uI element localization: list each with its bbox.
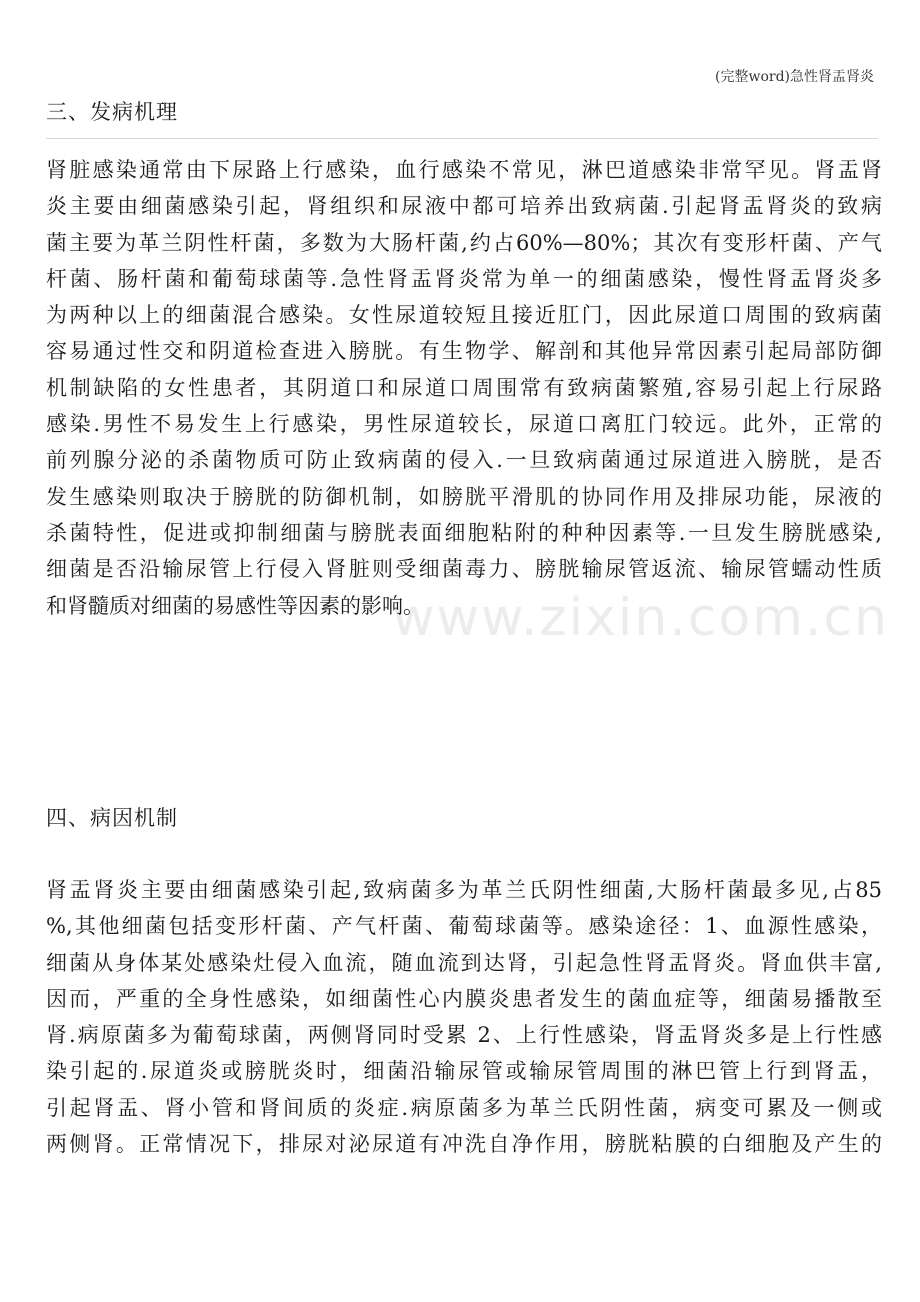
paragraph-line: 细菌从身体某处感染灶侵入血流，随血流到达肾，引起急性肾盂肾炎。肾血供丰富, <box>46 950 882 975</box>
section-3-paragraph <box>46 152 882 624</box>
header-divider <box>46 138 878 139</box>
paragraph-line: 前列腺分泌的杀菌物质可防止致病菌的侵入.一旦致病菌通过尿道进入膀胱，是否 <box>46 448 882 473</box>
paragraph-line: 炎主要由细菌感染引起，肾组织和尿液中都可培养出致病菌.引起肾盂肾炎的致病 <box>46 194 882 219</box>
paragraph-line: 为两种以上的细菌混合感染。女性尿道较短且接近肛门，因此尿道口周围的致病菌 <box>46 303 882 328</box>
document-header-note: (完整word)急性肾盂肾炎 <box>715 69 874 85</box>
paragraph-line: 肾.病原菌多为葡萄球菌，两侧肾同时受累 2、上行性感染，肾盂肾炎多是上行性感 <box>46 1023 882 1048</box>
paragraph-line: 杀菌特性，促进或抑制细菌与膀胱表面细胞粘附的种种因素等.一旦发生膀胱感染, <box>46 520 882 545</box>
paragraph-line: 细菌是否沿输尿管上行侵入肾脏则受细菌毒力、膀胱输尿管返流、输尿管蠕动性质 <box>46 557 882 582</box>
section-heading-4: 四、病因机制 <box>46 806 178 830</box>
paragraph-line: 感染.男性不易发生上行感染，男性尿道较长，尿道口离肛门较远。此外，正常的 <box>46 412 882 437</box>
paragraph-line: 引起肾盂、肾小管和肾间质的炎症.病原菌多为革兰氏阴性菌，病变可累及一侧或 <box>46 1095 882 1120</box>
paragraph-line: 杆菌、肠杆菌和葡萄球菌等.急性肾盂肾炎常为单一的细菌感染，慢性肾盂肾炎多 <box>46 266 882 291</box>
paragraph-line: 和肾髓质对细菌的易感性等因素的影响。 <box>46 593 424 618</box>
paragraph-line: 肾脏感染通常由下尿路上行感染，血行感染不常见，淋巴道感染非常罕见。肾盂肾 <box>46 158 882 182</box>
section-heading-3: 三、发病机理 <box>46 100 178 124</box>
paragraph-line: 因而，严重的全身性感染，如细菌性心内膜炎患者发生的菌血症等，细菌易播散至 <box>46 986 882 1011</box>
paragraph-line: 菌主要为革兰阴性杆菌，多数为大肠杆菌,约占60%—80%；其次有变形杆菌、产气 <box>46 230 882 255</box>
paragraph-line: 容易通过性交和阴道检查进入膀胱。有生物学、解剖和其他异常因素引起局部防御 <box>46 339 882 364</box>
paragraph-line: 肾盂肾炎主要由细菌感染引起,致病菌多为革兰氏阴性细菌,大肠杆菌最多见,占85 <box>46 878 882 902</box>
paragraph-line: 机制缺陷的女性患者，其阴道口和尿道口周围常有致病菌繁殖,容易引起上行尿路 <box>46 375 882 400</box>
section-4-paragraph <box>46 872 882 1162</box>
paragraph-line: 发生感染则取决于膀胱的防御机制，如膀胱平滑肌的协同作用及排尿功能，尿液的 <box>46 484 882 509</box>
paragraph-line: %,其他细菌包括变形杆菌、产气杆菌、葡萄球菌等。感染途径：1、血源性感染， <box>46 914 882 939</box>
watermark-text: www.zixin.com.cn <box>392 588 889 648</box>
paragraph-line: 两侧肾。正常情况下，排尿对泌尿道有冲洗自净作用，膀胱粘膜的白细胞及产生的 <box>46 1132 882 1157</box>
paragraph-line: 染引起的.尿道炎或膀胱炎时，细菌沿输尿管或输尿管周围的淋巴管上行到肾盂， <box>46 1059 882 1084</box>
